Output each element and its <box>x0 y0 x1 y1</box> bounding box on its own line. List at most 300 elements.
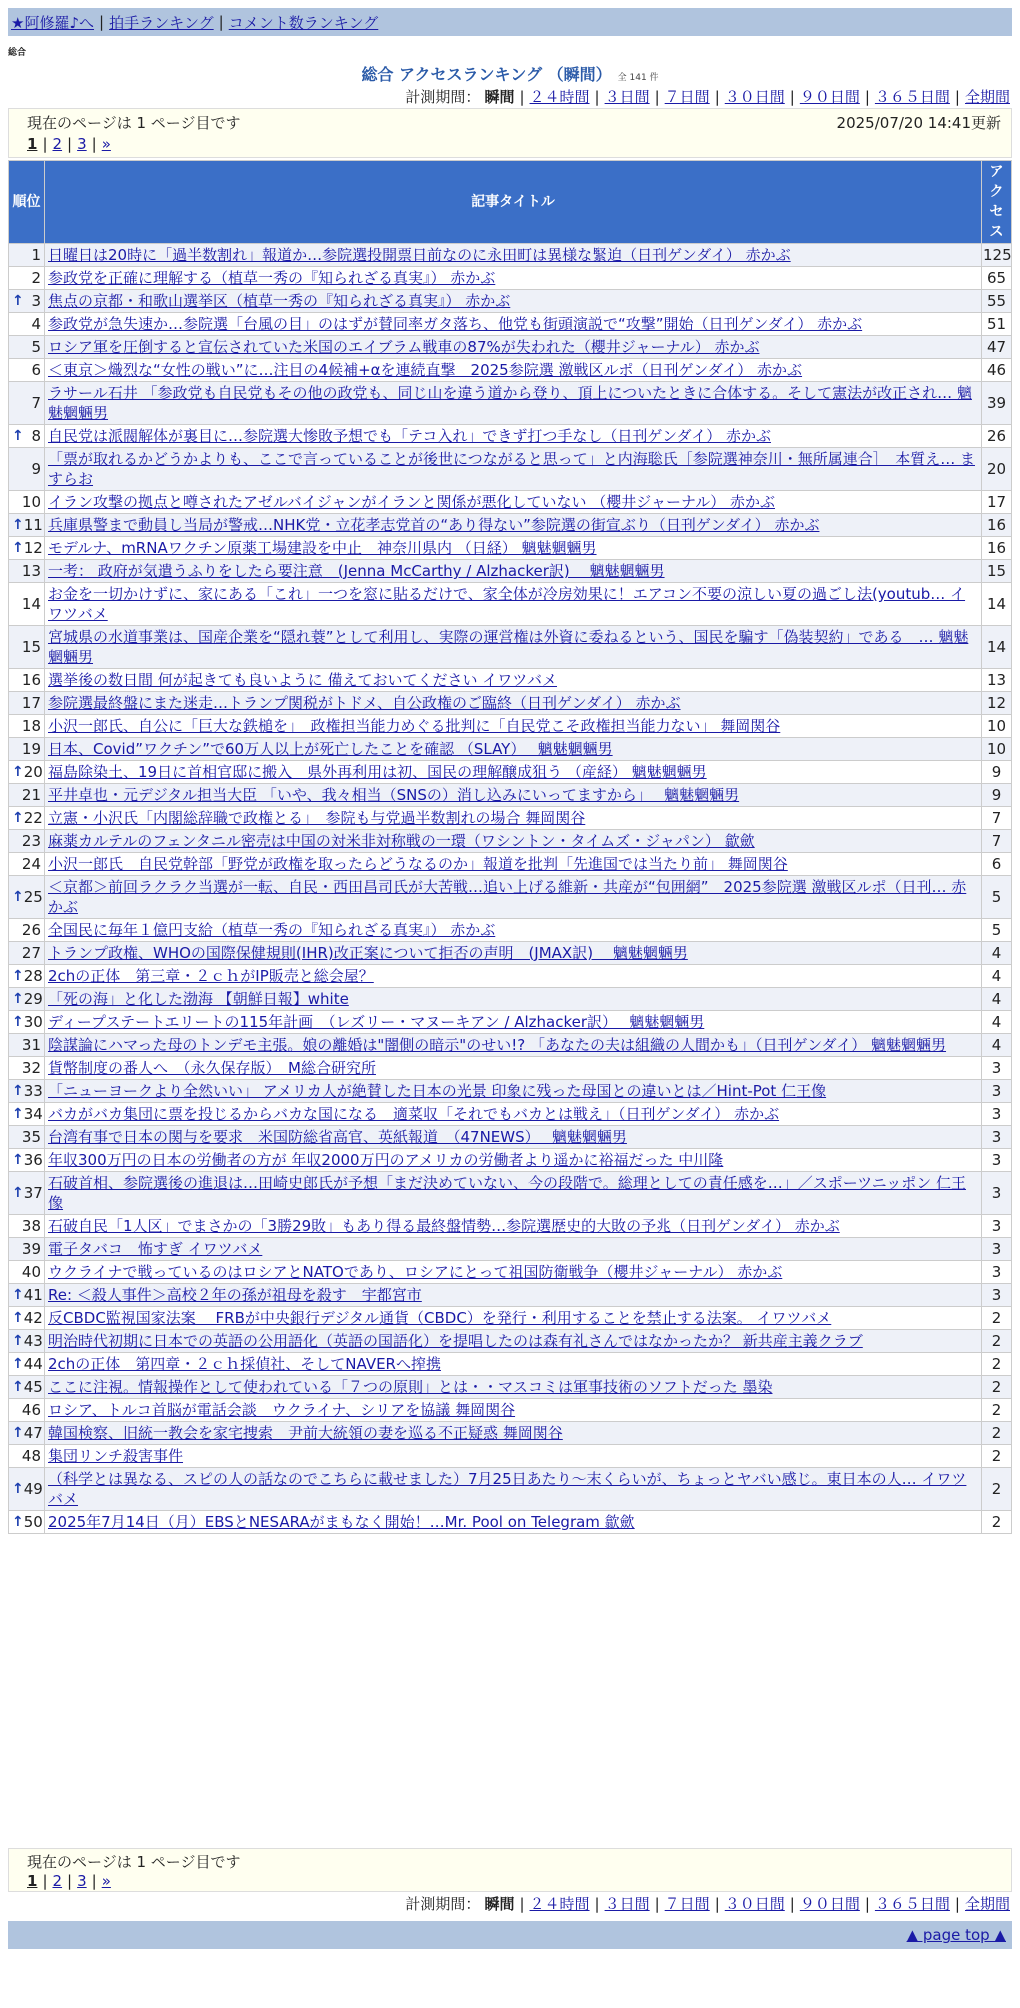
article-link[interactable]: 反CBDC監視国家法案 FRBが中央銀行デジタル通貨（CBDC）を発行・利用することを禁止する法案。 イワツバメ <box>48 1309 832 1327</box>
rank-cell <box>9 715 45 738</box>
rank-cell <box>9 583 45 626</box>
page-title <box>0 62 1020 85</box>
pager-separator: | <box>91 135 97 153</box>
pager-next-link[interactable]: » <box>101 1872 111 1890</box>
rank-number: 42 <box>23 1309 43 1327</box>
title-cell <box>45 313 982 336</box>
table-row <box>9 1422 1012 1445</box>
article-link[interactable]: ウクライナで戦っているのはロシアとNATOであり、ロシアにとって祖国防衛戦争（櫻井ジャーナル） 赤かぶ <box>48 1263 783 1281</box>
title-cell <box>45 1172 982 1215</box>
pager-page-link[interactable]: 2 <box>52 135 63 153</box>
period-separator: | <box>594 1895 600 1913</box>
article-link[interactable]: 「死の海」と化した渤海 【朝鮮日報】white <box>48 990 349 1008</box>
title-cell <box>45 290 982 313</box>
access-count: 5 <box>982 876 1012 919</box>
comment-ranking-link[interactable]: コメント数ランキング <box>228 13 379 32</box>
access-count: 3 <box>982 1149 1012 1172</box>
title-cell <box>45 1511 982 1534</box>
pager-page-link[interactable]: 1 <box>27 135 38 153</box>
table-row <box>9 1307 1012 1330</box>
title-cell <box>45 560 982 583</box>
period-separator: | <box>654 88 660 106</box>
rank-cell <box>9 1011 45 1034</box>
article-link[interactable]: 2025年7月14日（月）EBSとNESARAがまもなく開始！…Mr. Pool on Telegram 歙歛 <box>48 1513 635 1531</box>
rank-number: 43 <box>23 1332 43 1350</box>
home-link[interactable]: ★阿修羅♪へ <box>11 13 95 32</box>
table-row <box>9 1172 1012 1215</box>
period-separator: | <box>594 88 600 106</box>
ranking-table <box>8 160 1012 1534</box>
article-link[interactable]: 「票が取れるかどうかよりも、ここで言っていることが後世につながると思って」と内海聡氏［参院選神奈川・無所属連合］ 本質え… ますらお <box>48 450 975 488</box>
rank-cell <box>9 1149 45 1172</box>
title-cell <box>45 359 982 382</box>
table-row <box>9 359 1012 382</box>
access-count: 15 <box>982 560 1012 583</box>
rank-cell <box>9 738 45 761</box>
table-row <box>9 784 1012 807</box>
article-link[interactable]: 麻薬カルテルのフェンタニル密売は中国の対米非対称戦の一環（ワシントン・タイムズ・ジャパン） 歙歛 <box>48 832 755 850</box>
table-row <box>9 491 1012 514</box>
period-option-link[interactable]: ３０日間 <box>724 1895 785 1913</box>
article-link[interactable]: ラサール石井 「参政党も自民党もその他の政党も、同じ山を違う道から登り、頂上についたときに合体する。そして憲法が改正され… 魑魅魍魎男 <box>48 384 972 422</box>
article-link[interactable]: 立憲・小沢氏「内閣総辞職で政権とる」 参院も与党過半数割れの場合 舞岡関谷 <box>48 809 586 827</box>
period-option-link[interactable]: ２４時間 <box>529 1895 590 1913</box>
access-count: 2 <box>982 1307 1012 1330</box>
table-row <box>9 336 1012 359</box>
rank-up-arrow-icon: ↑ <box>12 1083 24 1099</box>
table-row <box>9 965 1012 988</box>
title-cell <box>45 738 982 761</box>
access-count: 2 <box>982 1445 1012 1468</box>
rank-cell <box>9 1399 45 1422</box>
table-row <box>9 290 1012 313</box>
table-row <box>9 669 1012 692</box>
header-rank: 順位 <box>9 161 45 244</box>
access-count: 2 <box>982 1422 1012 1445</box>
access-count: 9 <box>982 784 1012 807</box>
pager-page-link[interactable]: 3 <box>77 1872 87 1890</box>
article-link[interactable]: 韓国検察、旧統一教会を家宅捜索 尹前大統領の妻を巡る不正疑惑 舞岡関谷 <box>48 1424 563 1442</box>
rank-up-arrow-icon: ↑ <box>12 1106 24 1122</box>
access-count: 3 <box>982 1080 1012 1103</box>
access-count: 17 <box>982 491 1012 514</box>
title-cell <box>45 1284 982 1307</box>
period-option-link[interactable]: ３０日間 <box>724 88 785 106</box>
article-link[interactable]: 全国民に毎年１億円支給（植草一秀の『知られざる真実』） 赤かぶ <box>48 921 496 939</box>
article-link[interactable]: 参政党が急失速か…参院選「台風の目」のはずが賛同率ガタ落ち、他党も街頭演説で“攻撃”開始（日刊ゲンダイ） 赤かぶ <box>48 315 863 333</box>
rank-number: 4 <box>31 315 41 333</box>
rank-number: 34 <box>23 1105 43 1123</box>
article-link[interactable]: 日曜日は20時に「過半数割れ」報道か…参院選投開票日前なのに永田町は異様な緊迫（日刊ゲンダイ） 赤かぶ <box>48 246 791 264</box>
access-count: 65 <box>982 267 1012 290</box>
table-row <box>9 1238 1012 1261</box>
title-cell <box>45 1080 982 1103</box>
rank-number: 18 <box>21 717 41 735</box>
table-row <box>9 560 1012 583</box>
rank-number: 7 <box>31 394 41 412</box>
rank-number: 40 <box>21 1263 41 1281</box>
period-separator: | <box>954 1895 960 1913</box>
access-count: 7 <box>982 807 1012 830</box>
rank-up-arrow-icon: ↑ <box>12 1152 24 1168</box>
rank-cell <box>9 669 45 692</box>
rank-number: 19 <box>21 740 41 758</box>
table-row <box>9 425 1012 448</box>
rank-number: 6 <box>31 361 41 379</box>
table-row <box>9 267 1012 290</box>
rank-cell <box>9 1172 45 1215</box>
rank-number: 31 <box>21 1036 41 1054</box>
title-cell <box>45 965 982 988</box>
title-cell <box>45 1149 982 1172</box>
period-separator: | <box>789 88 795 106</box>
title-cell <box>45 942 982 965</box>
article-link[interactable]: 日本、Covid”ワクチン”で60万人以上が死亡したことを確認 （SLAY） 魑魅魍魎男 <box>48 740 613 758</box>
article-link[interactable]: 台湾有事で日本の関与を要求 米国防総省高官、英紙報道 （47NEWS） 魑魅魍魎男 <box>48 1128 627 1146</box>
rank-number: 26 <box>21 921 41 939</box>
rank-cell <box>9 807 45 830</box>
title-cell <box>45 988 982 1011</box>
page-top-link[interactable]: ▲ page top ▲ <box>906 1926 1006 1944</box>
title-cell <box>45 669 982 692</box>
article-link[interactable]: 小沢一郎氏 自民党幹部「野党が政権を取ったらどうなるのか」報道を批判「先進国では当たり前」 舞岡関谷 <box>48 855 788 873</box>
access-count: 10 <box>982 715 1012 738</box>
rank-cell <box>9 1511 45 1534</box>
rank-number: 36 <box>23 1151 43 1169</box>
access-count: 2 <box>982 1468 1012 1511</box>
rank-cell <box>9 1330 45 1353</box>
rank-number: 48 <box>21 1447 41 1465</box>
title-cell <box>45 336 982 359</box>
pager-page-link[interactable]: 2 <box>52 1872 63 1890</box>
rank-number: 1 <box>31 246 41 264</box>
rank-number: 45 <box>23 1378 43 1396</box>
rank-cell <box>9 761 45 784</box>
table-row <box>9 1215 1012 1238</box>
table-row <box>9 583 1012 626</box>
rank-cell <box>9 1103 45 1126</box>
rank-cell <box>9 784 45 807</box>
table-row <box>9 313 1012 336</box>
period-label: 計測期間： <box>405 1895 481 1913</box>
period-selector <box>405 1893 1010 1914</box>
table-row <box>9 537 1012 560</box>
access-count: 3 <box>982 1284 1012 1307</box>
title-cell <box>45 1215 982 1238</box>
access-count: 2 <box>982 1511 1012 1534</box>
period-separator: | <box>789 1895 795 1913</box>
rank-number: 29 <box>23 990 43 1008</box>
period-selector <box>405 86 1010 107</box>
rank-up-arrow-icon: ↑ <box>12 810 24 826</box>
period-separator: | <box>519 1895 525 1913</box>
article-link[interactable]: 石破自民「1人区」でまさかの「3勝29敗」もあり得る最終盤情勢…参院選歴史的大敗の予兆（日刊ゲンダイ） 赤かぶ <box>48 1217 840 1235</box>
rank-cell <box>9 1284 45 1307</box>
title-cell <box>45 1238 982 1261</box>
rank-cell <box>9 1057 45 1080</box>
title-cell <box>45 1034 982 1057</box>
article-link[interactable]: 2chの正体 第三章・２ｃｈがIP販売と総会屋？ <box>48 967 374 985</box>
access-count: 3 <box>982 1261 1012 1284</box>
table-row <box>9 715 1012 738</box>
title-cell <box>45 1126 982 1149</box>
title-cell <box>45 1057 982 1080</box>
rank-up-arrow-icon: ↑ <box>12 1014 24 1030</box>
article-link[interactable]: 貨幣制度の番人へ （永久保存版） M総合研究所 <box>48 1059 376 1077</box>
article-link[interactable]: ここに注視。情報操作として使われている「７つの原則」とは・・マスコミは軍事技術のソフトだった 墨染 <box>48 1378 773 1396</box>
access-count: 14 <box>982 583 1012 626</box>
rank-up-arrow-icon: ↑ <box>12 764 24 780</box>
article-link[interactable]: 集団リンチ殺害事件 <box>48 1447 184 1465</box>
table-row <box>9 1468 1012 1511</box>
period-option-link[interactable]: 全期間 <box>964 1895 1010 1913</box>
rank-number: 33 <box>23 1082 43 1100</box>
access-count: 3 <box>982 1238 1012 1261</box>
table-row <box>9 382 1012 425</box>
title-cell <box>45 1307 982 1330</box>
period-option-link[interactable]: ３日間 <box>604 1895 650 1913</box>
rank-cell <box>9 1353 45 1376</box>
access-count: 46 <box>982 359 1012 382</box>
rank-cell <box>9 853 45 876</box>
rank-cell <box>9 1376 45 1399</box>
period-option-link[interactable]: ７日間 <box>664 88 710 106</box>
article-link[interactable]: イラン攻撃の拠点と噂されたアゼルバイジャンがイランと関係が悪化していない （櫻井ジャーナル） 赤かぶ <box>48 493 775 511</box>
rank-number: 37 <box>23 1184 43 1202</box>
rank-number: 12 <box>23 539 43 557</box>
article-link[interactable]: バカがバカ集団に票を投じるからバカな国になる 適菜収「それでもバカとは戦え」（日刊ゲンダイ） 赤かぶ <box>48 1105 780 1123</box>
rank-number: 2 <box>31 269 41 287</box>
period-option-active: 瞬間 <box>484 1895 515 1913</box>
table-row <box>9 244 1012 267</box>
period-label: 計測期間： <box>405 88 481 106</box>
article-link[interactable]: 平井卓也・元デジタル担当大臣 「いや、我々相当（SNSの）消し込みにいってますから」 魑魅魍魎男 <box>48 786 740 804</box>
article-link[interactable]: 電子タバコ 怖すぎ イワツバメ <box>48 1240 263 1258</box>
article-link[interactable]: 年収300万円の日本の労働者の方が 年収2000万円のアメリカの労働者より遥かに裕福だった 中川隆 <box>48 1151 724 1169</box>
article-link[interactable]: 参政党を正確に理解する（植草一秀の『知られざる真実』） 赤かぶ <box>48 269 496 287</box>
article-link[interactable]: ＜東京＞熾烈な“女性の戦い”に…注目の4候補+αを連続直撃 2025参院選 激戦区ルポ（日刊ゲンダイ） 赤かぶ <box>48 361 803 379</box>
period-separator: | <box>519 88 525 106</box>
rank-cell <box>9 692 45 715</box>
rank-number: 32 <box>21 1059 41 1077</box>
rank-up-arrow-icon: ↑ <box>12 1333 24 1349</box>
rank-cell <box>9 290 45 313</box>
rank-up-arrow-icon: ↑ <box>12 889 24 905</box>
pager-next-link[interactable]: » <box>101 135 111 153</box>
article-link[interactable]: 自民党は派閥解体が裏目に…参院選大惨敗予想でも「テコ入れ」できず打つ手なし（日刊ゲンダイ） 赤かぶ <box>48 427 771 445</box>
rank-cell <box>9 876 45 919</box>
rank-cell <box>9 965 45 988</box>
article-link[interactable]: ロシア、トルコ首脳が電話会談 ウクライナ、シリアを協議 舞岡関谷 <box>48 1401 516 1419</box>
article-link[interactable]: ディープステートエリートの115年計画 （レズリー・マヌーキアン / Alzhacker訳） 魑魅魍魎男 <box>48 1013 705 1031</box>
access-count: 9 <box>982 761 1012 784</box>
rank-number: 39 <box>21 1240 41 1258</box>
rank-cell <box>9 830 45 853</box>
article-link[interactable]: 福島除染土、19日に首相官邸に搬入 県外再利用は初、国民の理解醸成狙う （産経） 魑魅魍魎男 <box>48 763 707 781</box>
table-row <box>9 692 1012 715</box>
period-option-link[interactable]: ２４時間 <box>529 88 590 106</box>
rank-number: 8 <box>31 427 41 445</box>
title-cell <box>45 1399 982 1422</box>
rank-cell <box>9 448 45 491</box>
article-link[interactable]: 「ニューヨークより全然いい」 アメリカ人が絶賛した日本の光景 印象に残った母国との違いとは／Hint-Pot 仁王像 <box>48 1082 827 1100</box>
article-link[interactable]: 小沢一郎氏、自公に「巨大な鉄槌を」 政権担当能力めぐる批判に「自民党こそ政権担当能力ない」 舞岡関谷 <box>48 717 781 735</box>
access-count: 3 <box>982 1057 1012 1080</box>
rank-number: 11 <box>23 516 43 534</box>
article-link[interactable]: 2chの正体 第四章・２ｃｈ採偵社、そしてNAVERへ搾携 <box>48 1355 441 1373</box>
access-count: 47 <box>982 336 1012 359</box>
header-access: アクセス <box>982 161 1012 244</box>
title-cell <box>45 715 982 738</box>
table-row <box>9 1011 1012 1034</box>
access-count: 2 <box>982 1399 1012 1422</box>
rank-cell <box>9 1080 45 1103</box>
table-row <box>9 761 1012 784</box>
title-cell <box>45 1468 982 1511</box>
rank-up-arrow-icon: ↑ <box>12 1425 24 1441</box>
access-count: 4 <box>982 1034 1012 1057</box>
rank-number: 35 <box>21 1128 41 1146</box>
rank-up-arrow-icon: ↑ <box>12 1356 24 1372</box>
rank-number: 24 <box>21 855 41 873</box>
period-option-link[interactable]: 全期間 <box>964 88 1010 106</box>
rank-number: 10 <box>21 493 41 511</box>
access-count: 4 <box>982 942 1012 965</box>
access-count: 5 <box>982 919 1012 942</box>
clap-ranking-link[interactable]: 拍手ランキング <box>109 13 214 32</box>
period-separator: | <box>954 88 960 106</box>
top-nav-bar <box>8 8 1012 36</box>
period-separator: | <box>864 88 870 106</box>
period-option-link[interactable]: ３日間 <box>604 88 650 106</box>
rank-cell <box>9 1307 45 1330</box>
rank-cell <box>9 1215 45 1238</box>
rank-cell <box>9 1126 45 1149</box>
article-link[interactable]: 焦点の京都・和歌山選挙区（植草一秀の『知られざる真実』） 赤かぶ <box>48 292 511 310</box>
access-count: 10 <box>982 738 1012 761</box>
updated-timestamp: 2025/07/20 14:41更新 <box>836 113 1001 132</box>
article-link[interactable]: お金を一切かけずに、家にある「これ」一つを窓に貼るだけで、家全体が冷房効果に！エアコン不要の涼しい夏の過ごし法(youtub… イワツバメ <box>48 585 966 623</box>
title-cell <box>45 1011 982 1034</box>
article-link[interactable]: ロシア軍を圧倒すると宣伝されていた米国のエイブラム戦車の87%が失われた（櫻井ジャーナル） 赤かぶ <box>48 338 760 356</box>
pager-separator: | <box>67 1872 73 1890</box>
title-cell <box>45 830 982 853</box>
rank-cell <box>9 514 45 537</box>
rank-number: 49 <box>23 1480 43 1498</box>
article-link[interactable]: トランプ政権、WHOの国際保健規則(IHR)改正案について拒否の声明 (JMAX訳) 魑魅魍魎男 <box>48 944 688 962</box>
title-cell <box>45 807 982 830</box>
rank-cell <box>9 491 45 514</box>
rank-number: 46 <box>21 1401 41 1419</box>
title-cell <box>45 244 982 267</box>
article-link[interactable]: 宮城県の水道事業は、国産企業を“隠れ蓑”として利用し、実際の運営権は外資に委ねるという、国民を騙す「偽装契約」である … 魑魅魍魎男 <box>48 628 969 666</box>
period-option-link[interactable]: ７日間 <box>664 1895 710 1913</box>
article-link[interactable]: 選挙後の数日間 何が起きても良いように 備えておいてください イワツバメ <box>48 671 558 689</box>
pager-page-link[interactable]: 3 <box>77 135 87 153</box>
rank-number: 20 <box>23 763 43 781</box>
table-row <box>9 1284 1012 1307</box>
table-row <box>9 1057 1012 1080</box>
table-row <box>9 1103 1012 1126</box>
page-top-bar <box>8 1921 1012 1949</box>
rank-number: 50 <box>23 1513 43 1531</box>
rank-number: 15 <box>21 638 41 656</box>
title-cell <box>45 626 982 669</box>
table-row <box>9 919 1012 942</box>
period-option-link[interactable]: ３６５日間 <box>874 88 950 106</box>
page-title-text: 総合 アクセスランキング （瞬間） <box>361 65 612 84</box>
article-link[interactable]: 兵庫県警まで動員し当局が警戒…NHK党・立花孝志党首の“あり得ない”参院選の街宣ぶり（日刊ゲンダイ） 赤かぶ <box>48 516 820 534</box>
table-row <box>9 1353 1012 1376</box>
article-link[interactable]: 参院選最終盤にまた迷走…トランプ関税がトドメ、自公政権のご臨終（日刊ゲンダイ） 赤かぶ <box>48 694 681 712</box>
rank-cell <box>9 313 45 336</box>
rank-up-arrow-icon: ↑ <box>12 428 24 444</box>
rank-number: 16 <box>21 671 41 689</box>
pager-separator: | <box>42 1872 48 1890</box>
table-row <box>9 1261 1012 1284</box>
title-cell <box>45 876 982 919</box>
period-option-link[interactable]: ３６５日間 <box>874 1895 950 1913</box>
rank-up-arrow-icon: ↑ <box>12 293 24 309</box>
article-link[interactable]: 明治時代初期に日本での英語の公用語化（英語の国語化）を提唱したのは森有礼さんではなかったか？ 新共産主義クラブ <box>48 1332 863 1350</box>
rank-cell <box>9 1034 45 1057</box>
rank-up-arrow-icon: ↑ <box>12 1185 24 1201</box>
article-link[interactable]: 石破首相、参院選後の進退は…田崎史郎氏が予想「まだ決めていない、今の段階で。総理としての責任感を…」／スポーツニッポン 仁王像 <box>48 1174 966 1212</box>
table-row <box>9 1399 1012 1422</box>
title-cell <box>45 919 982 942</box>
table-row <box>9 1330 1012 1353</box>
rank-up-arrow-icon: ↑ <box>12 1481 24 1497</box>
rank-cell <box>9 1238 45 1261</box>
article-link[interactable]: モデルナ、mRNAワクチン原薬工場建設を中止 神奈川県内 （日経） 魑魅魍魎男 <box>48 539 597 557</box>
title-cell <box>45 692 982 715</box>
nav-separator: | <box>218 13 224 31</box>
article-link[interactable]: （科学とは異なる、スピの人の話なのでこちらに載せました）7月25日あたり～末くらいが、ちょっとヤバい感じ。東日本の人… イワツバメ <box>48 1470 967 1508</box>
rank-cell <box>9 988 45 1011</box>
rank-cell <box>9 1261 45 1284</box>
access-count: 125 <box>982 244 1012 267</box>
rank-number: 25 <box>23 888 43 906</box>
rank-cell <box>9 267 45 290</box>
rank-cell <box>9 626 45 669</box>
article-link[interactable]: ＜京都＞前回ラクラク当選が一転、自民・西田昌司氏が大苦戦…追い上げる維新・共産が“包囲網” 2025参院選 激戦区ルポ（日刊… 赤かぶ <box>48 878 967 916</box>
rank-number: 21 <box>21 786 41 804</box>
article-link[interactable]: 一考： 政府が気遣うふりをしたら要注意 (Jenna McCarthy / Alzhacker訳) 魑魅魍魎男 <box>48 562 665 580</box>
access-count: 6 <box>982 853 1012 876</box>
header-title: 記事タイトル <box>45 161 982 244</box>
title-cell <box>45 425 982 448</box>
article-link[interactable]: 陰謀論にハマった母のトンデモ主張。娘の離婚は"闇側の暗示"のせい!? 「あなたの夫は組織の人間かも」（日刊ゲンダイ） 魑魅魍魎男 <box>48 1036 947 1054</box>
period-option-link[interactable]: ９０日間 <box>799 88 860 106</box>
table-row <box>9 1511 1012 1534</box>
pager-page-link[interactable]: 1 <box>27 1872 38 1890</box>
rank-cell <box>9 244 45 267</box>
rank-cell <box>9 942 45 965</box>
access-count: 4 <box>982 965 1012 988</box>
rank-cell <box>9 560 45 583</box>
table-row <box>9 1445 1012 1468</box>
rank-number: 30 <box>23 1013 43 1031</box>
title-cell <box>45 491 982 514</box>
period-option-active: 瞬間 <box>484 88 515 106</box>
rank-cell <box>9 359 45 382</box>
period-option-link[interactable]: ９０日間 <box>799 1895 860 1913</box>
article-link[interactable]: Re: ＜殺人事件＞高校２年の孫が祖母を殺す 宇都宮市 <box>48 1286 422 1304</box>
rank-cell <box>9 336 45 359</box>
table-row <box>9 876 1012 919</box>
table-row <box>9 514 1012 537</box>
rank-up-arrow-icon: ↑ <box>12 991 24 1007</box>
